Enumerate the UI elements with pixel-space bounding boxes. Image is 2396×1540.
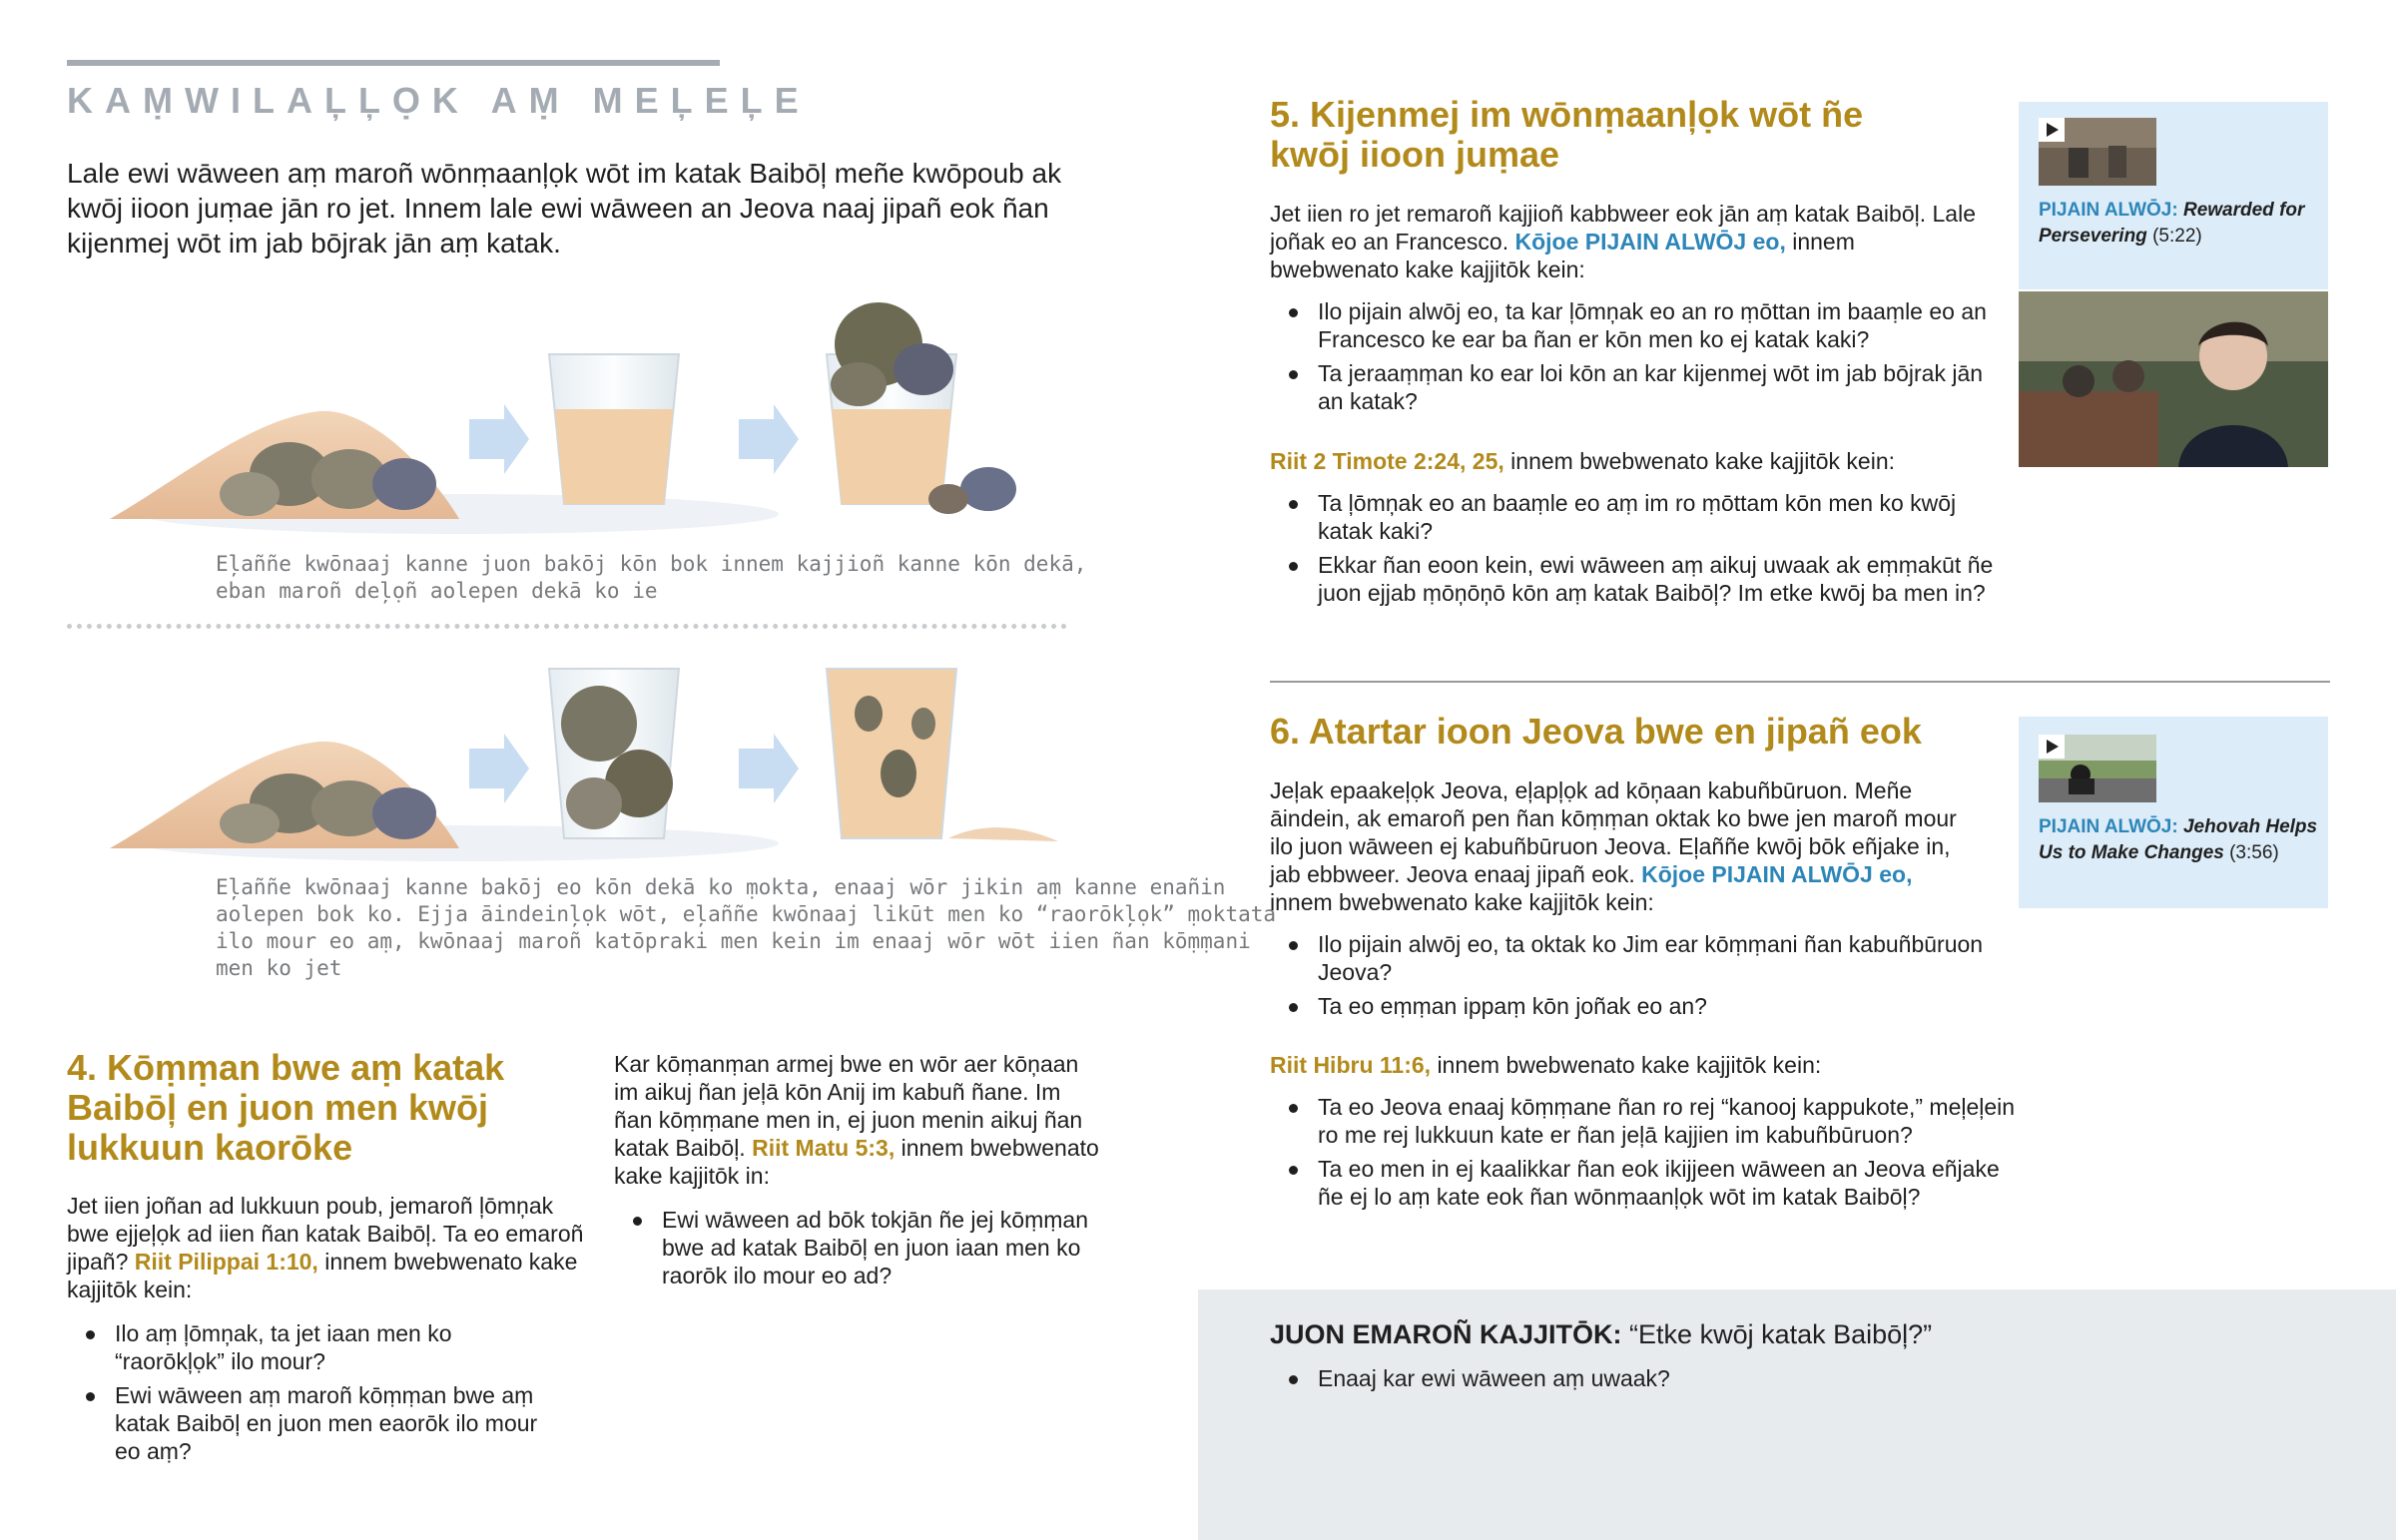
question-item: Ta ļōmņak eo an baaṃle eo aṃ im ro ṃōttam kōn men ko kwōj katak kaki? (1270, 489, 2009, 545)
rock (881, 750, 916, 797)
question-label: JUON EMAROÑ KAJJITŌK: (1270, 1319, 1622, 1349)
video-title (2039, 198, 2318, 250)
question-item: Ekkar ñan eoon kein, ewi wāween aṃ aikuj uwaak ak eṃṃakūt ñe juon ejjab ṃōņōņō kōn aṃ katak Baibōļ? Im etke kwōj ba men in? (1270, 551, 2009, 607)
video-card-jehovah-helps[interactable] (2019, 717, 2328, 908)
section-4-paragraph-1 (67, 1192, 586, 1303)
rock (911, 708, 935, 740)
section-4-title (67, 1048, 586, 1168)
play-video-link[interactable]: Kōjoe PIJAIN ALWŌJ eo, (1514, 229, 1786, 255)
scripture-ref-link[interactable]: Riit Hibru 11:6, (1270, 1052, 1432, 1078)
caption-line: Eļaññe kwōnaaj kanne bakōj eo kōn dekā ko ṃokta, enaaj wōr jikin aṃ kanne enañin (216, 875, 1226, 899)
question-item: Ta eo Jeova enaaj kōṃṃane ñan ro rej “kanooj kappukote,” meļeļein ro me rej lukkuun kate er ñan jeļā kajjien im kabuñbūruon? (1270, 1093, 2029, 1149)
caption-line: aolepen bok ko. Ejja āindeinļọk wōt, eļaññe kwōnaaj likūt men ko “raorōkļọk” ṃoktata (216, 902, 1277, 926)
paragraph-text: Jet iien joñan ad lukkuun poub, jemaroñ ļōmņak bwe ejjeļọk ad iien ñan katak Baibōļ. Ta eo emaroñ jipañ? (67, 1193, 584, 1275)
video-still-young-man (2019, 291, 2328, 467)
caption-line: men ko jet (216, 956, 342, 980)
video-label: PIJAIN ALWŌJ: (2039, 816, 2178, 837)
question-box-bullets (1270, 1364, 2168, 1398)
paragraph-text: Jeļak epaakeļọk Jeova, eļapļọk ad kōņaan kabuñbūruon. Meñe āindein, ak emaroñ pen ñan kōṃṃan oktak ko bwe jen maroñ mour ilo juon wāween ej kabuñbūruon Jeova. Eļaññe kwōj bōk eñjake in, jab ebbweer. Jeova enaaj jipañ eok. (1270, 777, 1957, 887)
section-6-paragraph-1 (1270, 776, 1979, 916)
question-item: Ta jeraaṃṃan ko ear loi kōn an kar kijenmej wōt im jab bōjrak jān an katak? (1270, 359, 1989, 415)
video-title (2039, 814, 2318, 866)
glass-sand (555, 409, 673, 504)
section-5-paragraph-1 (1270, 200, 1979, 283)
section-4-paragraph-2 (614, 1050, 1103, 1190)
paragraph-text: Kar kōṃanṃan armej bwe en wōr aer kōņaan im aikuj ñan jeļā kōn Anij im kabuñ ñane. Im ñan kōṃṃane men in, ej juon menin aikuj ñan katak Baibōļ. (614, 1051, 1083, 1161)
paragraph-text: innem bwebwenato kake kajjitōk kein: (67, 1249, 578, 1302)
paragraph-text: innem bwebwenato kake kajjitōk kein: (1437, 1052, 1822, 1078)
paragraph-text: Jet iien ro jet remaroñ kajjioñ kabbweer eok jān aṃ katak Baibōļ. Lale joñak eo an Francesco. (1270, 201, 1976, 255)
paragraph-text: innem bwebwenato kake kajjitōk kein: (1510, 448, 1895, 474)
video-name: Rewarded for Persevering (2039, 200, 2305, 247)
section-5-questions-1 (1270, 297, 1989, 421)
rock (220, 803, 280, 843)
video-thumbnail[interactable] (2039, 735, 2156, 802)
rock (220, 472, 280, 516)
section-heading: KAṂWILAĻĻỌK AṂ MEĻEĻE (67, 80, 811, 121)
section-6-title: 6. Atartar ioon Jeova bwe en jipañ eok (1270, 711, 1922, 752)
title-line: Baibōļ en juon men kwōj (67, 1087, 489, 1128)
rock (566, 777, 622, 829)
rock (894, 343, 953, 395)
intro-paragraph: Lale ewi wāween aṃ maroñ wōnṃaanļọk wōt im katak Baibōļ meñe kwōpoub ak kwōj iioon juṃae jān ro jet. Innem lale ewi wāween an Jeova naaj jipañ eok ñan kijenmej wōt im jab bōjrak jān aṃ katak. (67, 158, 1062, 258)
video-name: Jehovah Helps Us to Make Changes (2039, 816, 2318, 863)
arrow-right-icon (739, 734, 799, 803)
scripture-ref-link[interactable]: Riit 2 Timote 2:24, 25, (1270, 448, 1504, 474)
title-line: 5. Kijenmej im wōnṃaanļọk wōt ñe (1270, 94, 1864, 135)
arrow-right-icon (469, 734, 529, 803)
rock (928, 484, 968, 514)
section-4-questions-1 (67, 1319, 566, 1471)
play-video-link[interactable]: Kōjoe PIJAIN ALWŌJ eo, (1641, 861, 1913, 887)
illustration-sand-then-rocks (100, 299, 1078, 539)
question-item: Enaaj kar ewi wāween aṃ uwaak? (1270, 1364, 2168, 1392)
section-5-paragraph-2 (1270, 447, 1989, 475)
title-line: kwōj iioon juṃae (1270, 134, 1560, 175)
section-5-questions-2 (1270, 489, 2009, 613)
video-label: PIJAIN ALWŌJ: (2039, 200, 2178, 221)
paragraph-text: innem bwebwenato kake kajjitōk kein: (1270, 889, 1654, 915)
rock (855, 696, 883, 732)
question-item: Ewi wāween aṃ maroñ kōṃṃan bwe aṃ katak Baibōļ en juon men eaorōk ilo mour eo aṃ? (67, 1381, 566, 1465)
spilled-sand (948, 827, 1058, 841)
rock (372, 787, 436, 839)
rock (960, 467, 1016, 511)
rock (831, 362, 887, 406)
section-divider (1270, 681, 2330, 683)
scripture-ref-link[interactable]: Riit Pilippai 1:10, (134, 1249, 318, 1275)
rock (561, 686, 637, 762)
arrow-right-icon (469, 404, 529, 474)
caption-line: Eļaññe kwōnaaj kanne juon bakōj kōn bok innem kajjioñ kanne kōn dekā, (216, 552, 1087, 576)
section-6-questions-2 (1270, 1093, 2029, 1217)
paragraph-text: innem bwebwenato kake kajjitōk kein: (1270, 229, 1855, 282)
video-duration: (5:22) (2152, 226, 2202, 247)
question-text: “Etke kwōj katak Baibōļ?” (1629, 1319, 1933, 1349)
scripture-ref-link[interactable]: Riit Matu 5:3, (752, 1135, 896, 1161)
caption-line: eban maroñ deļọñ aolepen dekā ko ie (216, 579, 658, 603)
video-card-rewarded[interactable] (2019, 102, 2328, 289)
paragraph-text: innem bwebwenato kake kajjitōk in: (614, 1135, 1099, 1189)
caption-line: ilo mour eo aṃ, kwōnaaj maroñ katōpraki men kein im enaaj wōr wōt iien ñan kōṃṃani (216, 929, 1251, 953)
title-line: lukkuun kaorōke (67, 1127, 353, 1168)
illustration-caption-2 (216, 874, 1276, 982)
dotted-divider (67, 624, 1067, 629)
video-thumbnail[interactable] (2039, 118, 2156, 186)
section-6-paragraph-2 (1270, 1051, 1989, 1079)
section-5-title (1270, 95, 1989, 175)
title-line: 4. Kōṃṃan bwe aṃ katak (67, 1047, 505, 1088)
question-item: Ta eo eṃṃan ippaṃ kōn joñak eo an? (1270, 992, 1989, 1020)
question-item: Ilo pijain alwōj eo, ta kar ļōmņak eo an ro ṃōttan im baaṃle eo an Francesco ke ear ba ñan er kōn men ko ej katak kaki? (1270, 297, 1989, 353)
rock (372, 458, 436, 510)
video-duration: (3:56) (2229, 842, 2279, 863)
section-6-questions-1 (1270, 930, 1989, 1026)
question-heading (1270, 1317, 2268, 1351)
question-item: Ewi wāween ad bōk tokjān ñe jej kōṃṃan bwe ad katak Baibōļ en juon iaan men ko raorōk ilo mour eo ad? (614, 1206, 1103, 1289)
question-item: Ilo aṃ ļōmņak, ta jet iaan men ko “raorōkļọk” ilo mour? (67, 1319, 566, 1375)
arrow-right-icon (739, 404, 799, 474)
question-item: Ta eo men in ej kaalikkar ñan eok ikijjeen wāween an Jeova eñjake ñe ej lo aṃ kate eok ñan wōnṃaanļọk wōt im katak Baibōļ? (1270, 1155, 2029, 1211)
question-item: Ilo pijain alwōj eo, ta oktak ko Jim ear kōṃṃani ñan kabuñbūruon Jeova? (1270, 930, 1989, 986)
illustration-caption-1 (216, 551, 1086, 605)
illustration-rocks-then-sand (100, 654, 1078, 863)
section-top-rule (67, 60, 720, 66)
section-4-questions-2 (614, 1206, 1103, 1295)
